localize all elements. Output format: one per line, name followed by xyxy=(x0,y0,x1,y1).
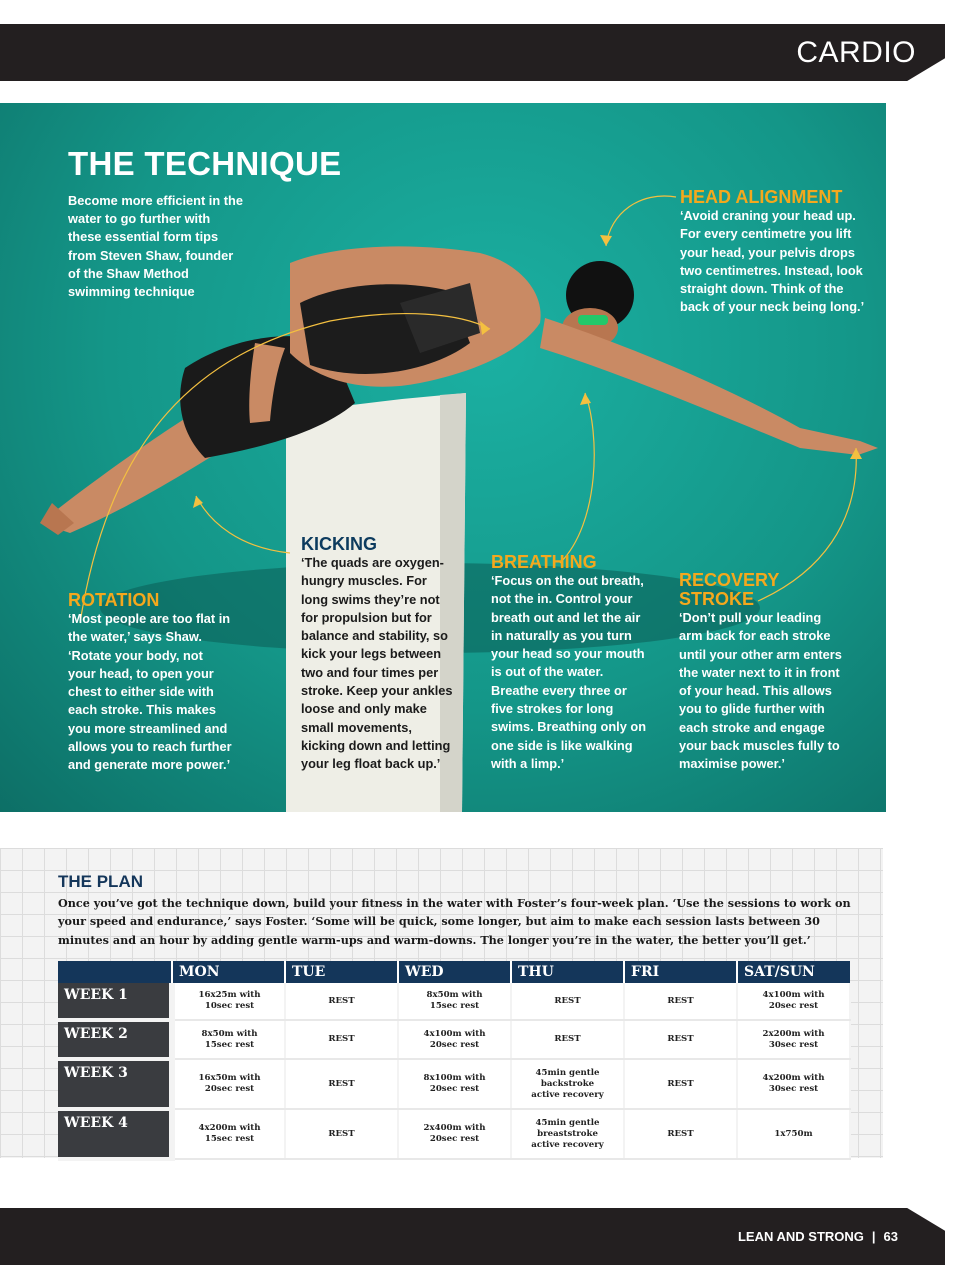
week-label: WEEK 2 xyxy=(58,1020,172,1059)
tip-rotation xyxy=(68,591,233,775)
table-row xyxy=(58,1020,850,1059)
column-header: WED xyxy=(398,961,511,983)
table-cell: 8x50m with 15sec rest xyxy=(172,1020,285,1059)
week-label: WEEK 1 xyxy=(58,983,172,1020)
tip-heading: BREATHING xyxy=(491,552,597,572)
tip-heading: KICKING xyxy=(301,534,377,554)
footer-separator: | xyxy=(871,1229,876,1244)
section-label: CARDIO xyxy=(796,36,916,69)
tip-text: ‘Most people are too flat in the water,’ says Shaw. ‘Rotate your body, not your head, to open your chest to either side with each stroke. This makes you more streamlined and allows you to reach further and generate more power.’ xyxy=(68,611,232,773)
week-label: WEEK 4 xyxy=(58,1109,172,1159)
plan-section xyxy=(0,848,883,1158)
tip-heading: ROTATION xyxy=(68,590,160,610)
table-cell: 16x25m with 10sec rest xyxy=(172,983,285,1020)
tip-text: ‘The quads are oxygen-hungry muscles. For long swims they’re not for propulsion but for balance and stability, so kick your legs between two and four times per stroke. Keep your ankles loose and only make small movements, kicking down and letting your leg float back up.’ xyxy=(301,555,453,772)
tip-heading: HEAD ALIGNMENT xyxy=(680,187,843,207)
tip-head-alignment xyxy=(680,188,865,317)
table-cell: 45min gentle breaststroke active recovery xyxy=(511,1109,624,1159)
table-cell: REST xyxy=(285,1109,398,1159)
tip-text: ‘Don’t pull your leading arm back for each stroke until your other arm enters the water next to it in front of your head. This allows you to glide further with each stroke and engage your back muscles fully to maximise power.’ xyxy=(679,610,842,772)
column-header: THU xyxy=(511,961,624,983)
column-header: FRI xyxy=(624,961,737,983)
training-plan-table xyxy=(58,961,851,1161)
tip-recovery-stroke xyxy=(679,571,844,774)
table-row xyxy=(58,1109,850,1159)
plan-intro: Once you’ve got the technique down, build your fitness in the water with Foster’s four-week plan. ‘Use the sessions to work on your speed and endurance,’ says Foster. ‘Some will be quick, some longer, but aim to make each session lasts between 30 minutes and an hour by adding gentle warm-ups and warm-downs. The longer you’re in the water, the better you’ll get.’ xyxy=(58,896,851,947)
technique-hero xyxy=(0,103,886,812)
table-cell: REST xyxy=(285,983,398,1020)
table-cell: REST xyxy=(624,1059,737,1109)
column-header xyxy=(58,961,172,983)
table-cell: REST xyxy=(624,983,737,1020)
column-header: TUE xyxy=(285,961,398,983)
table-cell: 4x100m with 20sec rest xyxy=(737,983,850,1020)
table-cell: REST xyxy=(511,1020,624,1059)
page-number: 63 xyxy=(883,1229,898,1244)
table-cell: REST xyxy=(511,983,624,1020)
week-label: WEEK 3 xyxy=(58,1059,172,1109)
column-header: MON xyxy=(172,961,285,983)
table-cell: 16x50m with 20sec rest xyxy=(172,1059,285,1109)
plan-title: THE PLAN xyxy=(58,872,143,891)
tip-text: ‘Avoid craning your head up. For every centimetre you lift your head, your pelvis drops two centimetres. Instead, look straight down. Think of the back of your neck being long.’ xyxy=(680,208,865,315)
footer xyxy=(738,1229,898,1244)
table-cell: 8x50m with 15sec rest xyxy=(398,983,511,1020)
table-cell: REST xyxy=(285,1059,398,1109)
table-header-row xyxy=(58,961,850,983)
table-cell: REST xyxy=(285,1020,398,1059)
table-cell: 2x400m with 20sec rest xyxy=(398,1109,511,1159)
table-row xyxy=(58,983,850,1020)
column-header: SAT/SUN xyxy=(737,961,850,983)
table-row xyxy=(58,1059,850,1109)
table-cell: 8x100m with 20sec rest xyxy=(398,1059,511,1109)
technique-intro: Become more efficient in the water to go further with these essential form tips from Steven Shaw, founder of the Shaw Method swimming technique xyxy=(68,193,243,300)
table-cell: 45min gentle backstroke active recovery xyxy=(511,1059,624,1109)
table-cell: 2x200m with 30sec rest xyxy=(737,1020,850,1059)
tip-text: ‘Focus on the out breath, not the in. Control your breath out and let the air in naturally as you turn your head so your mouth is out of the water. Breathe every three or five strokes for long swims. Breathing only on one side is like walking with a limp.’ xyxy=(491,573,647,771)
tip-kicking xyxy=(301,535,456,774)
magazine-name: LEAN AND STRONG xyxy=(737,1229,864,1244)
table-cell: 4x200m with 30sec rest xyxy=(737,1059,850,1109)
tip-heading: RECOVERY STROKE xyxy=(679,570,780,609)
table-cell: 4x100m with 20sec rest xyxy=(398,1020,511,1059)
table-cell: 4x200m with 15sec rest xyxy=(172,1109,285,1159)
table-cell: REST xyxy=(624,1109,737,1159)
table-cell: 1x750m xyxy=(737,1109,850,1159)
tip-breathing xyxy=(491,553,651,773)
technique-title: THE TECHNIQUE xyxy=(68,145,342,182)
table-cell: REST xyxy=(624,1020,737,1059)
